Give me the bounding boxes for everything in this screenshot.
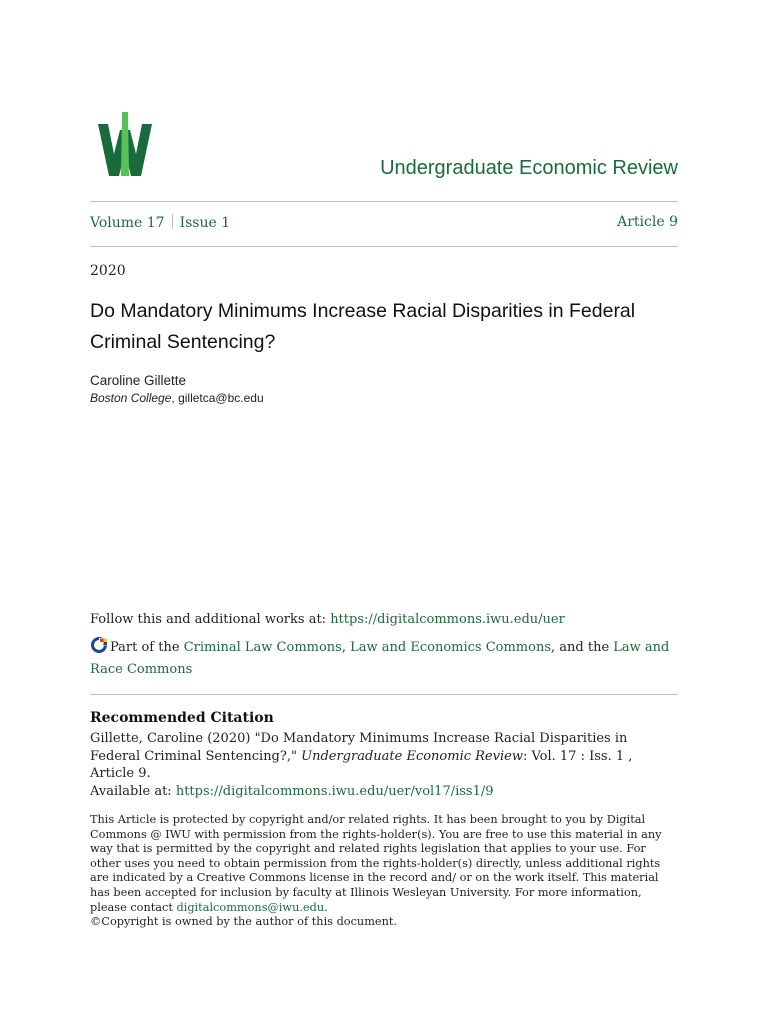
citation-divider — [90, 694, 678, 695]
issue-link[interactable]: Issue 1 — [179, 215, 231, 231]
affiliation-separator: , — [171, 391, 179, 405]
author-email[interactable]: gilletca@bc.edu — [178, 391, 264, 405]
contact-email-link[interactable]: digitalcommons@iwu.edu — [176, 900, 325, 914]
law-economics-commons-link[interactable]: Law and Economics Commons — [350, 640, 552, 655]
article-title: Do Mandatory Minimums Increase Racial Disparities in Federal Criminal Sentencing? — [90, 300, 636, 353]
citation-text — [90, 730, 680, 800]
criminal-law-commons-link[interactable]: Criminal Law Commons — [183, 640, 342, 655]
recommended-citation-heading: Recommended Citation — [90, 710, 274, 726]
citation-end: : Vol. 17 : Iss. 1 , Article 9. — [90, 748, 633, 781]
header-divider — [90, 201, 678, 202]
author-affiliation — [90, 391, 264, 405]
part-of-commons — [90, 636, 678, 681]
citation-journal: Undergraduate Economic Review — [301, 748, 523, 764]
part-of-sep1: , — [341, 640, 351, 655]
affiliation-name: Boston College — [90, 391, 172, 405]
bepress-commons-icon — [90, 636, 108, 654]
rights-end: . — [324, 900, 328, 914]
author-name: Caroline Gillette — [90, 373, 187, 388]
rights-statement — [90, 813, 680, 930]
follow-label: Follow this and additional works at: — [90, 612, 331, 627]
citation-url-link[interactable]: https://digitalcommons.iwu.edu/uer/vol17/iss1/9 — [175, 783, 494, 799]
article-number[interactable]: Article 9 — [617, 214, 678, 230]
copyright-notice: ©Copyright is owned by the author of this document. — [90, 915, 398, 929]
issue-divider — [90, 246, 678, 247]
part-of-prefix: Part of the — [110, 640, 184, 655]
part-of-sep2: , and the — [551, 640, 614, 655]
iwu-logo — [96, 110, 154, 180]
issue-separator — [172, 214, 173, 229]
available-label: Available at: — [90, 783, 176, 799]
logo-light-spike — [121, 112, 129, 176]
rights-text: This Article is protected by copyright and/or related rights. It has been brought to you by Digital Commons @ IWU with permission from the rights-holder(s). You are free to use this material in any way that is permitted by the copyright and related rights legislation that applies to your use. For other uses you need to obtain permission from the rights-holder(s) directly, unless additional rights are indicated by a Creative Commons license in the record and/ or on the work itself. This material has been accepted for inclusion by faculty at Illinois Wesleyan University. For more information, please contact — [90, 813, 662, 914]
follow-line — [90, 612, 565, 627]
volume-link[interactable]: Volume 17 — [90, 215, 165, 231]
citation-start: Gillette, Caroline (2020) "Do Mandatory Minimums Increase Racial Disparities in Federal Criminal Sentencing?," — [90, 731, 628, 764]
law-race-commons-link[interactable]: Law and Race Commons — [90, 640, 670, 677]
journal-title-link[interactable]: Undergraduate Economic Review — [380, 157, 678, 179]
follow-url-link[interactable]: https://digitalcommons.iwu.edu/uer — [330, 612, 565, 627]
publication-year: 2020 — [90, 263, 126, 279]
